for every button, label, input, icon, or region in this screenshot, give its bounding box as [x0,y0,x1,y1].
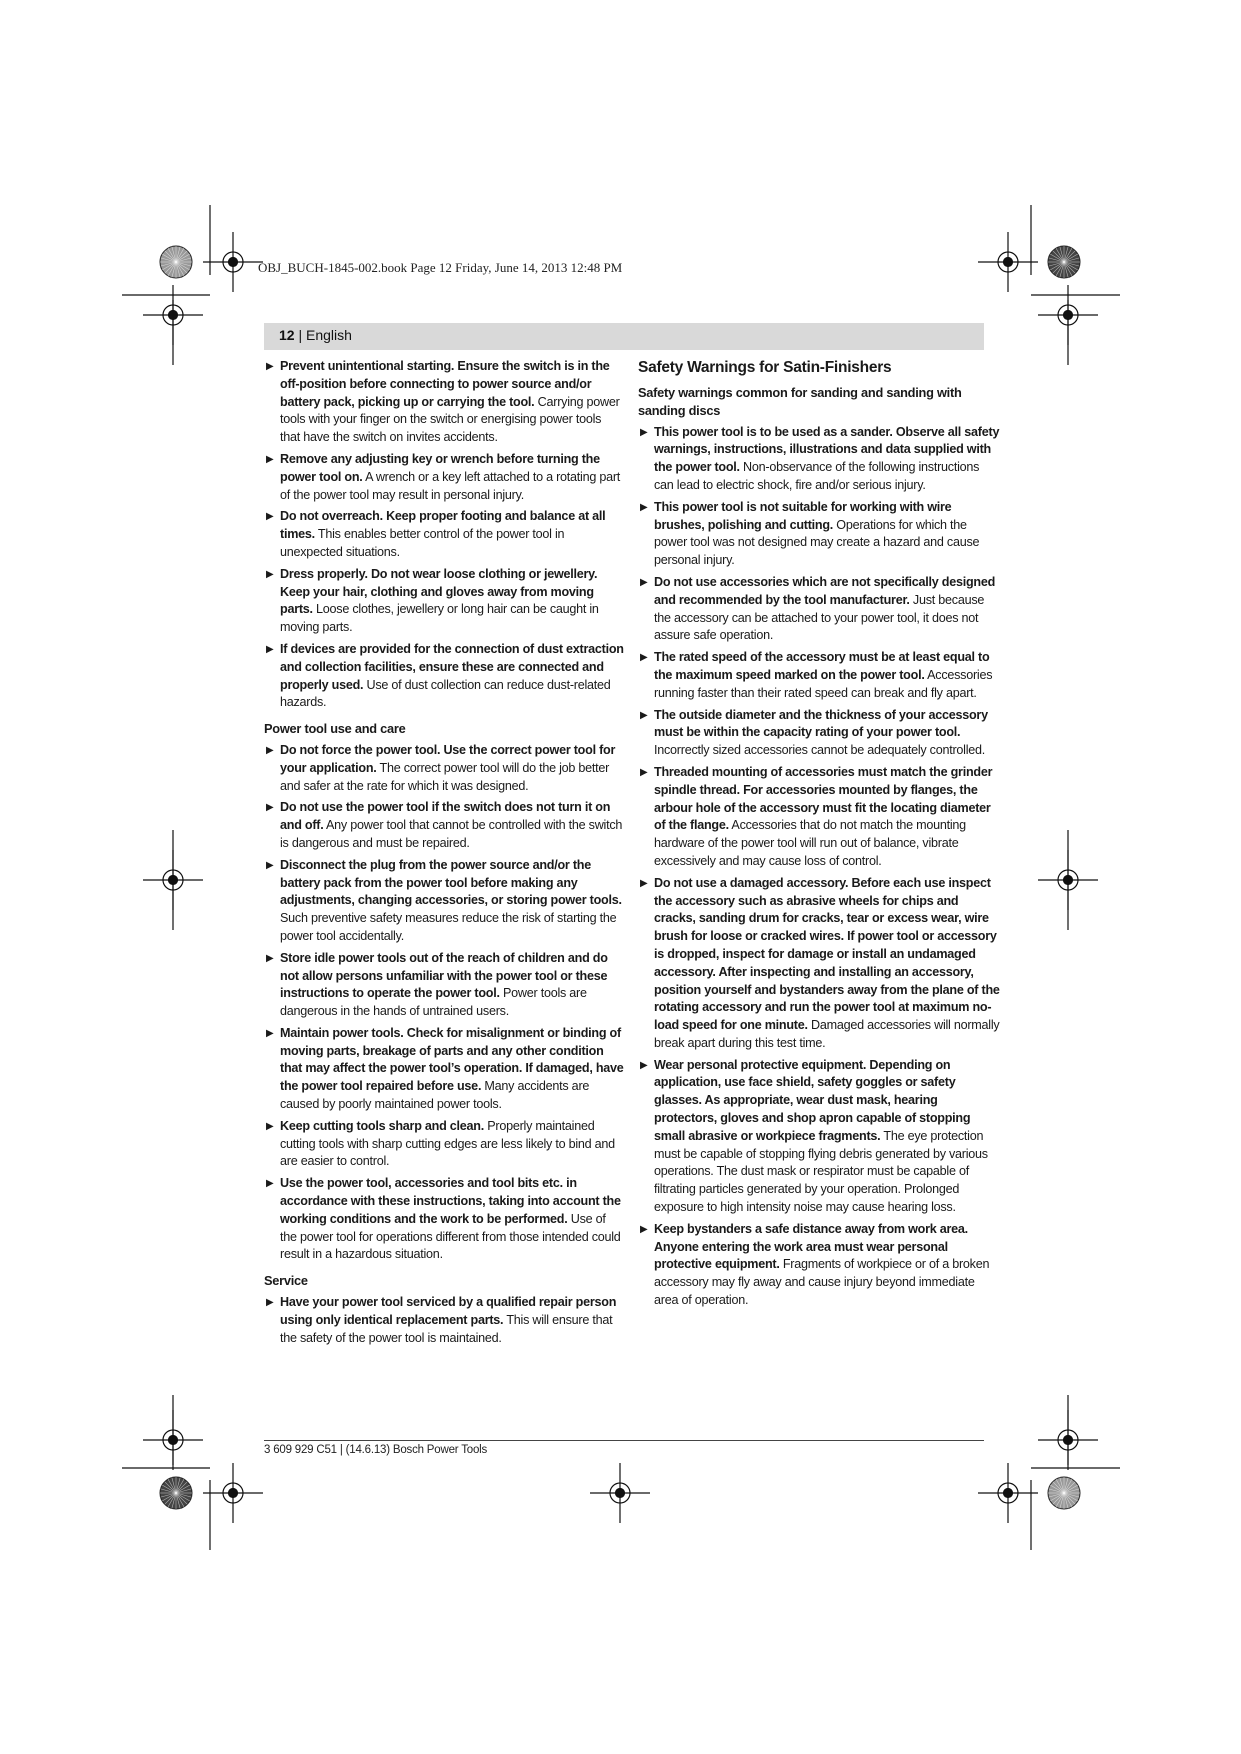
registration-target-icon [203,232,263,292]
item-warning: Do not use accessories which are not specifically designed and recommended by the tool manufacturer. [654,574,996,607]
section-subtitle: Safety warnings common for sanding and sanding with sanding discs [638,385,962,418]
bullet-triangle-icon: ▶ [266,1120,274,1132]
bullet-triangle-icon: ▶ [266,802,274,814]
item-warning: Disconnect the plug from the power source and/or the battery pack from the power tool before making any adjustments, changing accessories, or storing power tools. [280,857,622,908]
item-explanation: Accessories that do not match the mounting hardware of the power tool will run out of balance, vibrate excessively and may cause loss of control. [654,818,966,868]
list-item [264,1294,624,1347]
item-warning: Do not force the power tool. Use the correct power tool for your application. [280,742,616,775]
item-explanation: This enables better control of the power tool in unexpected situations. [280,527,565,559]
item-explanation: Non-observance of the following instructions can lead to electric shock, fire and/or serious injury. [654,460,980,492]
page-header-bar [264,323,984,350]
list-item [264,1175,624,1264]
list-item [638,1057,1000,1217]
item-warning: This power tool is not suitable for working with wire brushes, polishing and cutting. [654,499,952,532]
safety-list-personal [264,358,624,712]
list-item [264,857,624,946]
color-rosette-icon [160,1477,192,1509]
footer-rule [264,1440,984,1441]
item-warning: The rated speed of the accessory must be at least equal to the maximum speed marked on the power tool. [654,650,990,682]
item-warning: Wear personal protective equipment. Depending on application, use face shield, safety goggles or safety glasses. As appropriate, wear dust mask, hearing protectors, gloves and shop apron capable of stopping small abrasive or workpiece fragments. [654,1057,971,1143]
registration-target-icon [978,1463,1038,1523]
item-warning: Threaded mounting of accessories must match the grinder spindle thread. For accessories mounted by flanges, the arbour hole of the accessory must fit the locating diameter of the flange. [654,764,993,833]
registration-target-icon [1038,850,1098,910]
list-item [638,707,1000,760]
list-item [638,764,1000,871]
item-explanation: Accessories running faster than their rated speed can break and fly apart. [654,667,993,700]
safety-list-sanding [638,424,1000,1310]
bullet-triangle-icon: ▶ [640,877,648,889]
item-explanation: Use of dust collection can reduce dust-related hazards. [280,677,611,710]
list-item [264,1118,624,1171]
section-title: Safety Warnings for Satin-Finishers [638,359,892,376]
color-rosette-icon [160,246,192,278]
bullet-triangle-icon: ▶ [640,766,648,778]
bullet-triangle-icon: ▶ [266,453,274,465]
item-explanation: A wrench or a key left attached to a rotating part of the power tool may result in personal injury. [280,469,621,502]
item-warning: Remove any adjusting key or wrench before turning the power tool on. [280,451,600,484]
print-job-header: OBJ_BUCH-1845-002.book Page 12 Friday, June 14, 2013 12:48 PM [258,260,623,275]
registration-target-icon [143,850,203,910]
item-warning: Keep bystanders a safe distance away from work area. Anyone entering the work area must wear personal protective equipment. [654,1221,968,1272]
list-item [264,358,624,447]
item-explanation: The eye protection must be capable of stopping flying debris generated by various operations. The dust mask or respirator must be capable of filtrating particles generated by your operation. Prolonged exposure to high intensity noise may cause hearing loss. [654,1128,988,1215]
item-warning: Do not overreach. Keep proper footing and balance at all times. [280,509,606,542]
item-warning: Dress properly. Do not wear loose clothing or jewellery. Keep your hair, clothing and gloves away from moving parts. [280,566,598,617]
bullet-triangle-icon: ▶ [640,576,648,588]
item-warning: Maintain power tools. Check for misalignment or binding of moving parts, breakage of parts and any other condition that may affect the power tool’s operation. If damaged, have the power tool repaired before use. [280,1025,624,1094]
list-item [638,1221,1000,1310]
item-explanation: Incorrectly sized accessories cannot be adequately controlled. [654,743,986,758]
bullet-triangle-icon: ▶ [266,744,274,756]
bullet-triangle-icon: ▶ [640,426,648,438]
bullet-triangle-icon: ▶ [266,1297,274,1309]
item-explanation: Loose clothes, jewellery or long hair can be caught in moving parts. [280,602,599,635]
registration-target-icon [590,1463,650,1523]
color-rosette-icon [1048,1477,1080,1509]
page-number: 12 [279,327,295,343]
bullet-triangle-icon: ▶ [640,501,648,513]
item-warning: Have your power tool serviced by a qualified repair person using only identical replacement parts. [280,1295,617,1327]
item-explanation: Any power tool that cannot be controlled with the switch is dangerous and must be repaired. [280,818,623,850]
item-explanation: Fragments of workpiece or of a broken accessory may fly away and cause injury beyond immediate area of operation. [654,1257,990,1308]
item-explanation: Many accidents are caused by poorly maintained power tools. [280,1079,590,1112]
list-item [638,499,1000,570]
item-explanation: Properly maintained cutting tools with sharp cutting edges are less likely to bind and are easier to control. [280,1118,615,1169]
heading-service: Service [264,1273,308,1289]
list-item [638,574,1000,645]
item-explanation: The correct power tool will do the job better and safer at the rate for which it was designed. [280,760,610,793]
bullet-triangle-icon: ▶ [266,568,274,580]
list-item [264,566,624,637]
bullet-triangle-icon: ▶ [266,1178,274,1190]
safety-list-use-care [264,742,624,1264]
item-explanation: Carrying power tools with your finger on the switch or energising power tools that have the switch on invites accidents. [280,394,620,445]
list-item [638,424,1000,495]
heading-power-tool-use: Power tool use and care [264,721,406,737]
list-item [638,649,1000,702]
header-separator: | [294,327,306,343]
list-item [264,451,624,504]
bullet-triangle-icon: ▶ [266,511,274,523]
list-item [264,508,624,561]
footer-text: 3 609 929 C51 | (14.6.13) Bosch Power Tools [264,1444,488,1456]
registration-target-icon [1038,1410,1098,1470]
item-explanation: Operations for which the power tool was not designed may create a hazard and cause personal injury. [654,517,980,568]
item-warning: Store idle power tools out of the reach of children and do not allow persons unfamiliar with the power tool or these instructions to operate the power tool. [280,950,608,1001]
item-explanation: Just because the accessory can be attached to your power tool, it does not assure safe operation. [654,592,985,643]
list-item [264,799,624,852]
bullet-triangle-icon: ▶ [640,1223,648,1235]
registration-target-icon [143,285,203,345]
bullet-triangle-icon: ▶ [640,709,648,721]
item-warning: Do not use the power tool if the switch does not turn it on and off. [280,800,611,833]
bullet-triangle-icon: ▶ [266,361,274,372]
list-item [264,742,624,795]
item-warning: Do not use a damaged accessory. Before each use inspect the accessory such as abrasive wheels for chips and cracks, sanding drum for cracks, tear or excess wear, wire brush for loose or cracked wires. If power tool or accessory is dropped, inspect for damage or install an undamaged accessory. After inspecting and installing an accessory, position yourself and bystanders away from the plane of the rotating accessory and run the power tool at maximum no-load speed for one minute. [654,875,1000,1033]
item-warning: Keep cutting tools sharp and clean. [280,1118,484,1133]
item-warning: Prevent unintentional starting. Ensure the switch is in the off-position before connecting to power source and/or battery pack, picking up or carrying the tool. [280,359,610,409]
bullet-triangle-icon: ▶ [266,859,274,871]
registration-target-icon [143,1410,203,1470]
item-warning: If devices are provided for the connection of dust extraction and collection facilities, ensure these are connected and properly used. [280,641,624,692]
bullet-triangle-icon: ▶ [266,643,274,655]
item-explanation: This will ensure that the safety of the power tool is maintained. [280,1312,613,1345]
item-warning: This power tool is to be used as a sander. Observe all safety warnings, instructions, illustrations and data supplied with the power tool. [654,424,1000,475]
page-number-language [279,327,352,343]
left-column [264,358,624,1351]
item-warning: The outside diameter and the thickness of your accessory must be within the capacity rating of your power tool. [654,707,988,740]
header-language: English [306,327,352,343]
bullet-triangle-icon: ▶ [266,952,274,964]
bullet-triangle-icon: ▶ [640,1059,648,1071]
registration-target-icon [978,232,1038,292]
list-item [264,641,624,712]
safety-list-service [264,1294,624,1347]
item-explanation: Damaged accessories will normally break apart during this test time. [654,1018,1000,1050]
right-column [638,358,1000,1314]
registration-target-icon [1038,285,1098,345]
item-explanation: Power tools are dangerous in the hands of untrained users. [280,986,587,1019]
bullet-triangle-icon: ▶ [640,652,648,664]
item-warning: Use the power tool, accessories and tool bits etc. in accordance with these instructions, taking into account the working conditions and the work to be performed. [280,1176,621,1226]
registration-target-icon [203,1463,263,1523]
item-explanation: Use of the power tool for operations different from those intended could result in a hazardous situation. [280,1211,621,1262]
list-item [264,950,624,1021]
list-item [638,875,1000,1053]
bullet-triangle-icon: ▶ [266,1027,274,1039]
color-rosette-icon [1048,246,1080,278]
item-explanation: Such preventive safety measures reduce the risk of starting the power tool accidentally. [280,911,617,943]
list-item [264,1025,624,1114]
